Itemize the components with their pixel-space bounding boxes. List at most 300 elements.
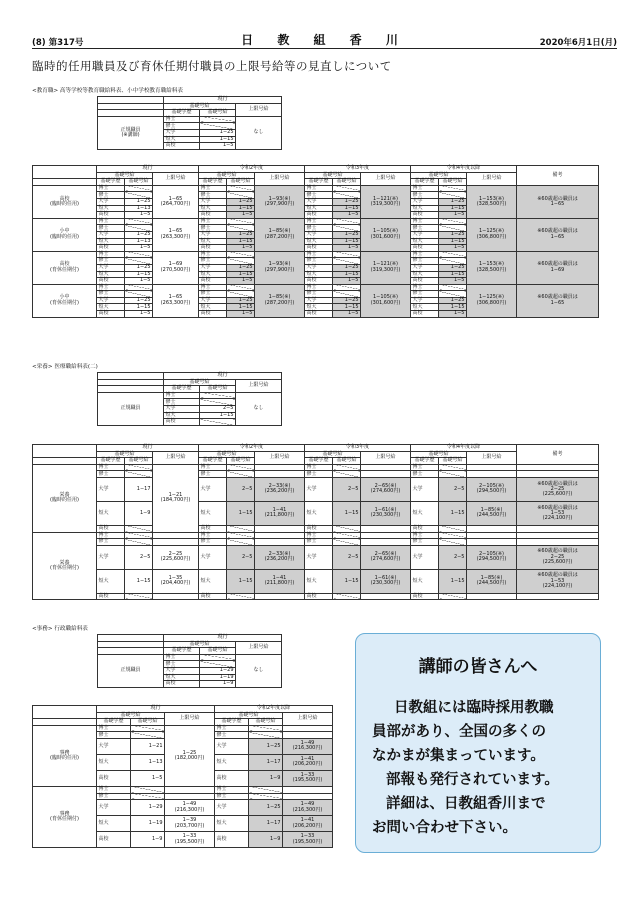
table-cell: 令和4年度以降 [411,445,517,452]
table-cell: 1−15 [333,205,361,212]
kiso-gakureki: 大学 [305,297,333,304]
table-cell [249,725,283,732]
notice-line: 日教組には臨時採用教職 [394,700,554,716]
jogen-cell [165,725,215,786]
table-cell: 大学 [164,667,200,674]
cell-line: (206,200円) [292,822,323,829]
newspaper-name: 日 教 組 香 川 [241,33,408,47]
cell-line: 1−41 [300,756,315,763]
jogen-cell [153,251,199,284]
table-cell [98,103,164,110]
table-cell: 1−9 [125,501,153,525]
table-row [33,501,599,525]
table-cell: 現行 [97,706,215,713]
kiso-gakureki: 大学 [97,297,125,304]
section-heading-jimu: <事務> 行政職給料表 [32,626,88,632]
table-cell: 1−13 [125,205,153,212]
table-cell: 基礎学歴 [97,179,125,186]
table-row [33,786,333,793]
kiso-gakureki: 高校 [411,525,439,532]
table-cell: 令和2年度 [199,445,305,452]
genko-header: 現行 [164,373,282,380]
table-cell: 1−17 [249,816,283,832]
table-cell: 基礎号給 [199,172,255,179]
cell-line: 1−125(※) [478,294,504,301]
kiso-gakureki: 博士 [97,786,131,793]
kiso-gakureki: 博士 [215,786,249,793]
table-cell [439,251,467,258]
table-cell [361,471,411,478]
cell-line: (236,200円) [264,556,295,563]
table-cell: 1−25 [125,231,153,238]
jogen-cell [283,800,333,816]
table-cell [333,525,361,532]
table-cell: 1−25 [249,800,283,816]
page-header [32,34,617,49]
cell-line: 1−153(※) [478,195,504,202]
kiso-gakureki: 修士 [215,793,249,800]
cell-line: (328,500円) [476,200,507,207]
table-cell [439,593,467,600]
table-cell [98,373,164,380]
kyoiku-main-table [32,165,599,318]
kiso-gakureki: 博士 [411,532,439,539]
table-cell: 高校 [164,419,200,426]
kiso-gakureki: 高校 [97,311,125,318]
cell-line: 事務 [59,749,70,756]
cell-line: 1−33 [300,833,315,840]
cell-line: (216,300円) [292,806,323,813]
cell-line: 1−65 [168,195,183,202]
table-cell [249,732,283,739]
jogen-cell [255,185,305,218]
table-cell [255,539,305,546]
kiso-gakureki: 大学 [411,198,439,205]
table-cell: 1−25 [227,264,255,271]
cell-line: (195,500円) [292,838,323,845]
table-cell: 基礎号給 [97,172,153,179]
kiso-gakureki: 短大 [97,205,125,212]
notice-line: なかまが集まっています。 [372,748,545,764]
table-cell [200,116,236,123]
kiso-gakureki: 大学 [199,297,227,304]
table-cell: 基礎号給 [200,386,236,393]
table-cell [283,732,333,739]
cell-line: 1−85(※) [480,575,503,581]
kiso-gakureki: 短大 [215,816,249,832]
table-cell: 1−15 [227,238,255,245]
table-cell: 1−5 [439,278,467,285]
cell-line: (臨時的任用) [50,497,79,504]
table-cell: 1−5 [439,311,467,318]
table-cell [153,593,199,600]
kiso-gakureki: 大学 [305,231,333,238]
cell-line: (育休任期付) [50,299,79,306]
table-cell [361,593,411,600]
table-cell: 基礎号給 [131,719,165,726]
table-cell: 基礎学歴 [199,179,227,186]
table-cell: 1−5 [333,278,361,285]
table-cell: 基礎号給 [305,451,361,458]
table-cell: 1−15 [439,501,467,525]
table-cell: 基礎号給 [200,648,236,655]
table-cell [249,786,283,793]
table-cell [517,471,599,478]
table-cell: 1−15 [439,238,467,245]
table-cell: 高校 [164,143,200,150]
table-cell [227,532,255,539]
kiso-gakureki: 博士 [411,251,439,258]
jogen-cell [467,185,517,218]
cell-line: (287,200円) [264,233,295,240]
cell-line: 1−69 [168,261,183,268]
table-cell [467,532,517,539]
biko-cell [517,545,599,569]
jogen-cell [255,501,305,525]
kiso-gakureki: 大学 [215,738,249,754]
kiso-gakureki: 大学 [199,545,227,569]
cell-line: 1−69 [550,266,565,273]
cell-line: 2−25 [168,551,183,557]
eiyo-regular-table [97,372,282,426]
kiso-gakureki: 高校 [411,212,439,219]
jogen-cell [467,569,517,593]
table-cell [153,532,199,539]
kiso-gakureki: 短大 [305,271,333,278]
table-cell [361,464,411,471]
table-cell: 1−15 [333,271,361,278]
kiso-gakureki: 博士 [199,251,227,258]
eiyo-main-table [32,444,599,600]
table-cell: 博士 [164,116,200,123]
kiso-gakureki: 短大 [97,304,125,311]
kiso-gakureki: 高校 [305,593,333,600]
jimu-regular-table [97,634,282,688]
cell-line: 高校 [59,261,70,268]
table-cell: 1−29 [200,667,236,674]
table-cell: 基礎号給 [227,458,255,465]
table-cell: 1−15 [227,271,255,278]
table-cell: 基礎号給 [333,179,361,186]
cell-line: (236,200円) [264,488,295,495]
table-cell: 1−15 [227,304,255,311]
table-cell: 2−5 [333,477,361,501]
table-cell [125,539,153,546]
cell-line: (※講師) [121,131,140,138]
cell-line: 1−85(※) [268,294,291,301]
cell-line: 1−41 [272,575,287,581]
section-heading-kyoiku: <教育職> 高等学校等教育職給料表、小中学校教育職給料表 [32,88,183,94]
cell-line: (230,300円) [370,512,401,519]
table-cell: 1−5 [227,311,255,318]
table-cell [439,218,467,225]
cell-line: (211,800円) [264,512,295,519]
cell-line: (211,800円) [264,580,295,587]
table-cell: 上限号給 [361,172,411,185]
table-cell [125,185,153,192]
category-cell [33,185,97,218]
table-cell: 1−15 [439,271,467,278]
table-cell [98,635,164,642]
cell-line: (216,300円) [292,745,323,752]
cell-line: (184,700円) [160,497,191,504]
kiso-gakureki: 高校 [305,311,333,318]
table-cell: 1−25 [333,297,361,304]
table-row [98,392,282,399]
notice-line: お問い合わせ下さい。 [372,820,517,836]
section-heading-eiyo: <栄養> 医療職給料表(二) [32,364,98,370]
table-cell: 1−25 [227,297,255,304]
table-cell: 1−5 [333,212,361,219]
cell-line: ※60歳超の職員は [537,294,578,301]
cell-line: (224,100円) [542,515,573,522]
kiso-gakureki: 大学 [97,231,125,238]
jogen-cell [153,569,199,593]
cell-line: 1−65 [168,294,183,301]
cell-line: 2−25 [550,485,565,492]
jogen-cell [255,218,305,251]
table-cell [131,725,165,732]
table-cell: 上限号給 [165,712,215,725]
kiso-gakureki: 博士 [305,464,333,471]
table-cell: 1−9 [200,681,236,688]
jogen-cell [361,545,411,569]
kiso-gakureki: 大学 [305,545,333,569]
kiso-gakureki: 修士 [411,471,439,478]
table-cell [153,539,199,546]
table-cell [227,593,255,600]
table-cell: 1−29 [131,800,165,816]
kiso-gakureki: 博士 [97,464,125,471]
table-cell [333,251,361,258]
table-cell [517,532,599,539]
kiso-gakureki: 修士 [199,192,227,199]
kiso-gakureki: 修士 [97,793,131,800]
cell-line: 2−65(※) [374,551,397,557]
table-cell: 基礎学歴 [97,719,131,726]
table-cell [125,464,153,471]
table-cell: 現行 [97,445,199,452]
genko-header: 現行 [164,97,282,104]
jogen-cell [165,800,215,816]
kiso-gakureki: 大学 [411,297,439,304]
table-cell [439,284,467,291]
kiso-gakureki: 博士 [97,532,125,539]
jogen-cell [283,832,333,848]
table-cell [361,539,411,546]
table-cell: 上限号給 [153,172,199,185]
kiso-gakureki: 博士 [97,185,125,192]
table-cell [98,379,164,386]
cell-line: (306,800円) [476,233,507,240]
table-cell: 1−25 [249,738,283,754]
table-cell [283,786,333,793]
jogen-cell [361,284,411,317]
notice-line: 部報も発行されています。 [386,772,559,788]
cell-line: 1−49 [300,801,315,808]
table-cell: 1−9 [131,832,165,848]
table-cell: 令和3年度 [305,445,411,452]
cell-line: (育休任期付) [50,266,79,273]
table-cell [333,464,361,471]
jogen-cell [255,251,305,284]
table-cell: 基礎号給 [97,451,153,458]
cell-line: ※60歳超の職員は [537,228,578,235]
kiso-gakureki: 修士 [199,539,227,546]
kiso-gakureki: 修士 [411,291,439,298]
kiso-gakureki: 博士 [199,464,227,471]
cell-line: 栄養 [59,491,70,498]
table-cell: なし [236,392,282,425]
table-cell: 1−5 [439,212,467,219]
table-cell: 基礎学歴 [305,179,333,186]
cell-line: (306,800円) [476,299,507,306]
table-cell: 1−25 [125,297,153,304]
table-cell: 1−15 [125,271,153,278]
table-row [33,185,599,192]
table-cell: 短大 [164,674,200,681]
table-cell: 1−25 [333,231,361,238]
table-row [33,464,599,471]
cell-line: 1−49 [182,801,197,808]
table-cell [517,593,599,600]
cell-line: 1−53 [550,577,565,584]
article-title: 臨時的任用職員及び育休任期付職員の上限号給等の見直しについて [32,59,392,73]
cell-line: 1−85(※) [480,507,503,514]
table-cell: 短大 [164,136,200,143]
table-cell: 基礎学歴 [305,458,333,465]
table-cell: 1−15 [227,501,255,525]
kiso-gakureki: 高校 [97,770,131,786]
table-cell [517,464,599,471]
table-cell: 1−25 [227,231,255,238]
kiso-gakureki: 修士 [199,225,227,232]
table-cell [467,471,517,478]
cell-line: (臨時的任用) [50,754,79,761]
table-cell: 基礎号給 [227,179,255,186]
category-cell [33,284,97,317]
kiso-gakureki: 修士 [97,258,125,265]
table-cell: 2−5 [227,477,255,501]
table-cell: 1−15 [125,304,153,311]
cell-line: (319,300円) [370,200,401,207]
table-cell: 上限号給 [255,451,305,464]
kiso-gakureki: 博士 [199,532,227,539]
kiso-gakureki: 短大 [305,205,333,212]
table-cell [227,464,255,471]
kiso-gakureki: 博士 [305,251,333,258]
table-cell: 1−15 [227,569,255,593]
cell-line: 正規職員 [120,126,141,133]
cell-line: (育休任期付) [50,564,79,571]
cell-line: 1−121(※) [372,261,398,268]
category-cell [33,786,97,847]
kiso-gakureki: 高校 [199,525,227,532]
kiso-gakureki: 高校 [199,278,227,285]
table-cell: 基礎号給 [164,379,236,386]
kiso-gakureki: 短大 [411,271,439,278]
cell-line: (臨時的任用) [50,200,79,207]
cell-line: 事務 [59,810,70,817]
jogen-cell [467,251,517,284]
table-cell [333,539,361,546]
table-cell [165,793,215,800]
kiso-gakureki: 短大 [215,754,249,770]
jogen-cell [283,816,333,832]
table-cell: 2−5 [125,545,153,569]
table-cell: 上限号給 [153,451,199,464]
table-cell [98,641,164,648]
cell-line: (263,300円) [160,299,191,306]
kiso-gakureki: 修士 [305,539,333,546]
kiso-gakureki: 大学 [199,264,227,271]
kiso-gakureki: 短大 [199,205,227,212]
table-cell: 1−25 [125,264,153,271]
table-cell: 基礎号給 [199,451,255,458]
table-cell: 1−25 [439,231,467,238]
table-cell: 短大 [164,412,200,419]
table-cell [467,593,517,600]
kiso-gakureki: 短大 [305,501,333,525]
table-cell: 1−13 [131,754,165,770]
cell-line: (225,600円) [542,491,573,498]
table-cell: 上限号給 [236,641,282,654]
kiso-gakureki: 大学 [97,264,125,271]
table-cell: 1−13 [125,238,153,245]
table-cell: 基礎号給 [411,172,467,179]
table-cell: 1−5 [125,212,153,219]
category-cell [33,218,97,251]
table-cell [131,732,165,739]
kiso-gakureki: 博士 [411,185,439,192]
biko-cell [517,218,599,251]
cell-line: ※60歳超の職員は [537,261,578,268]
kiso-gakureki: 修士 [97,192,125,199]
table-cell: 1−15 [439,569,467,593]
kiso-gakureki: 博士 [199,218,227,225]
cell-line: (244,500円) [476,580,507,587]
jogen-cell [255,545,305,569]
table-row [33,218,599,225]
table-cell: 上限号給 [467,451,517,464]
kiso-gakureki: 短大 [305,304,333,311]
cell-line: 1−93(※) [268,261,291,268]
cell-line: 1−41 [272,507,287,514]
kiso-gakureki: 大学 [199,477,227,501]
table-row [33,477,599,501]
jogen-cell [361,218,411,251]
kiso-gakureki: 大学 [305,477,333,501]
cell-line: (206,200円) [292,761,323,768]
cell-line: 小中 [59,228,70,235]
kiso-gakureki: 博士 [97,284,125,291]
kiso-gakureki: 修士 [305,471,333,478]
kiso-gakureki: 大学 [215,800,249,816]
cell-line: 1−85(※) [268,228,291,235]
cell-line: 1−21 [168,491,183,498]
cell-line: 1−53 [550,509,565,516]
cell-line: ※60歳超の職員は [537,548,578,555]
cell-line: 2−33(※) [268,483,291,490]
cell-line: 1−61(※) [374,575,397,581]
kiso-gakureki: 大学 [305,264,333,271]
kiso-gakureki: 高校 [199,311,227,318]
kiso-gakureki: 修士 [97,225,125,232]
cell-line: (274,600円) [370,556,401,563]
table-row [33,545,599,569]
kiso-gakureki: 博士 [305,218,333,225]
table-cell: 現行 [97,166,199,173]
